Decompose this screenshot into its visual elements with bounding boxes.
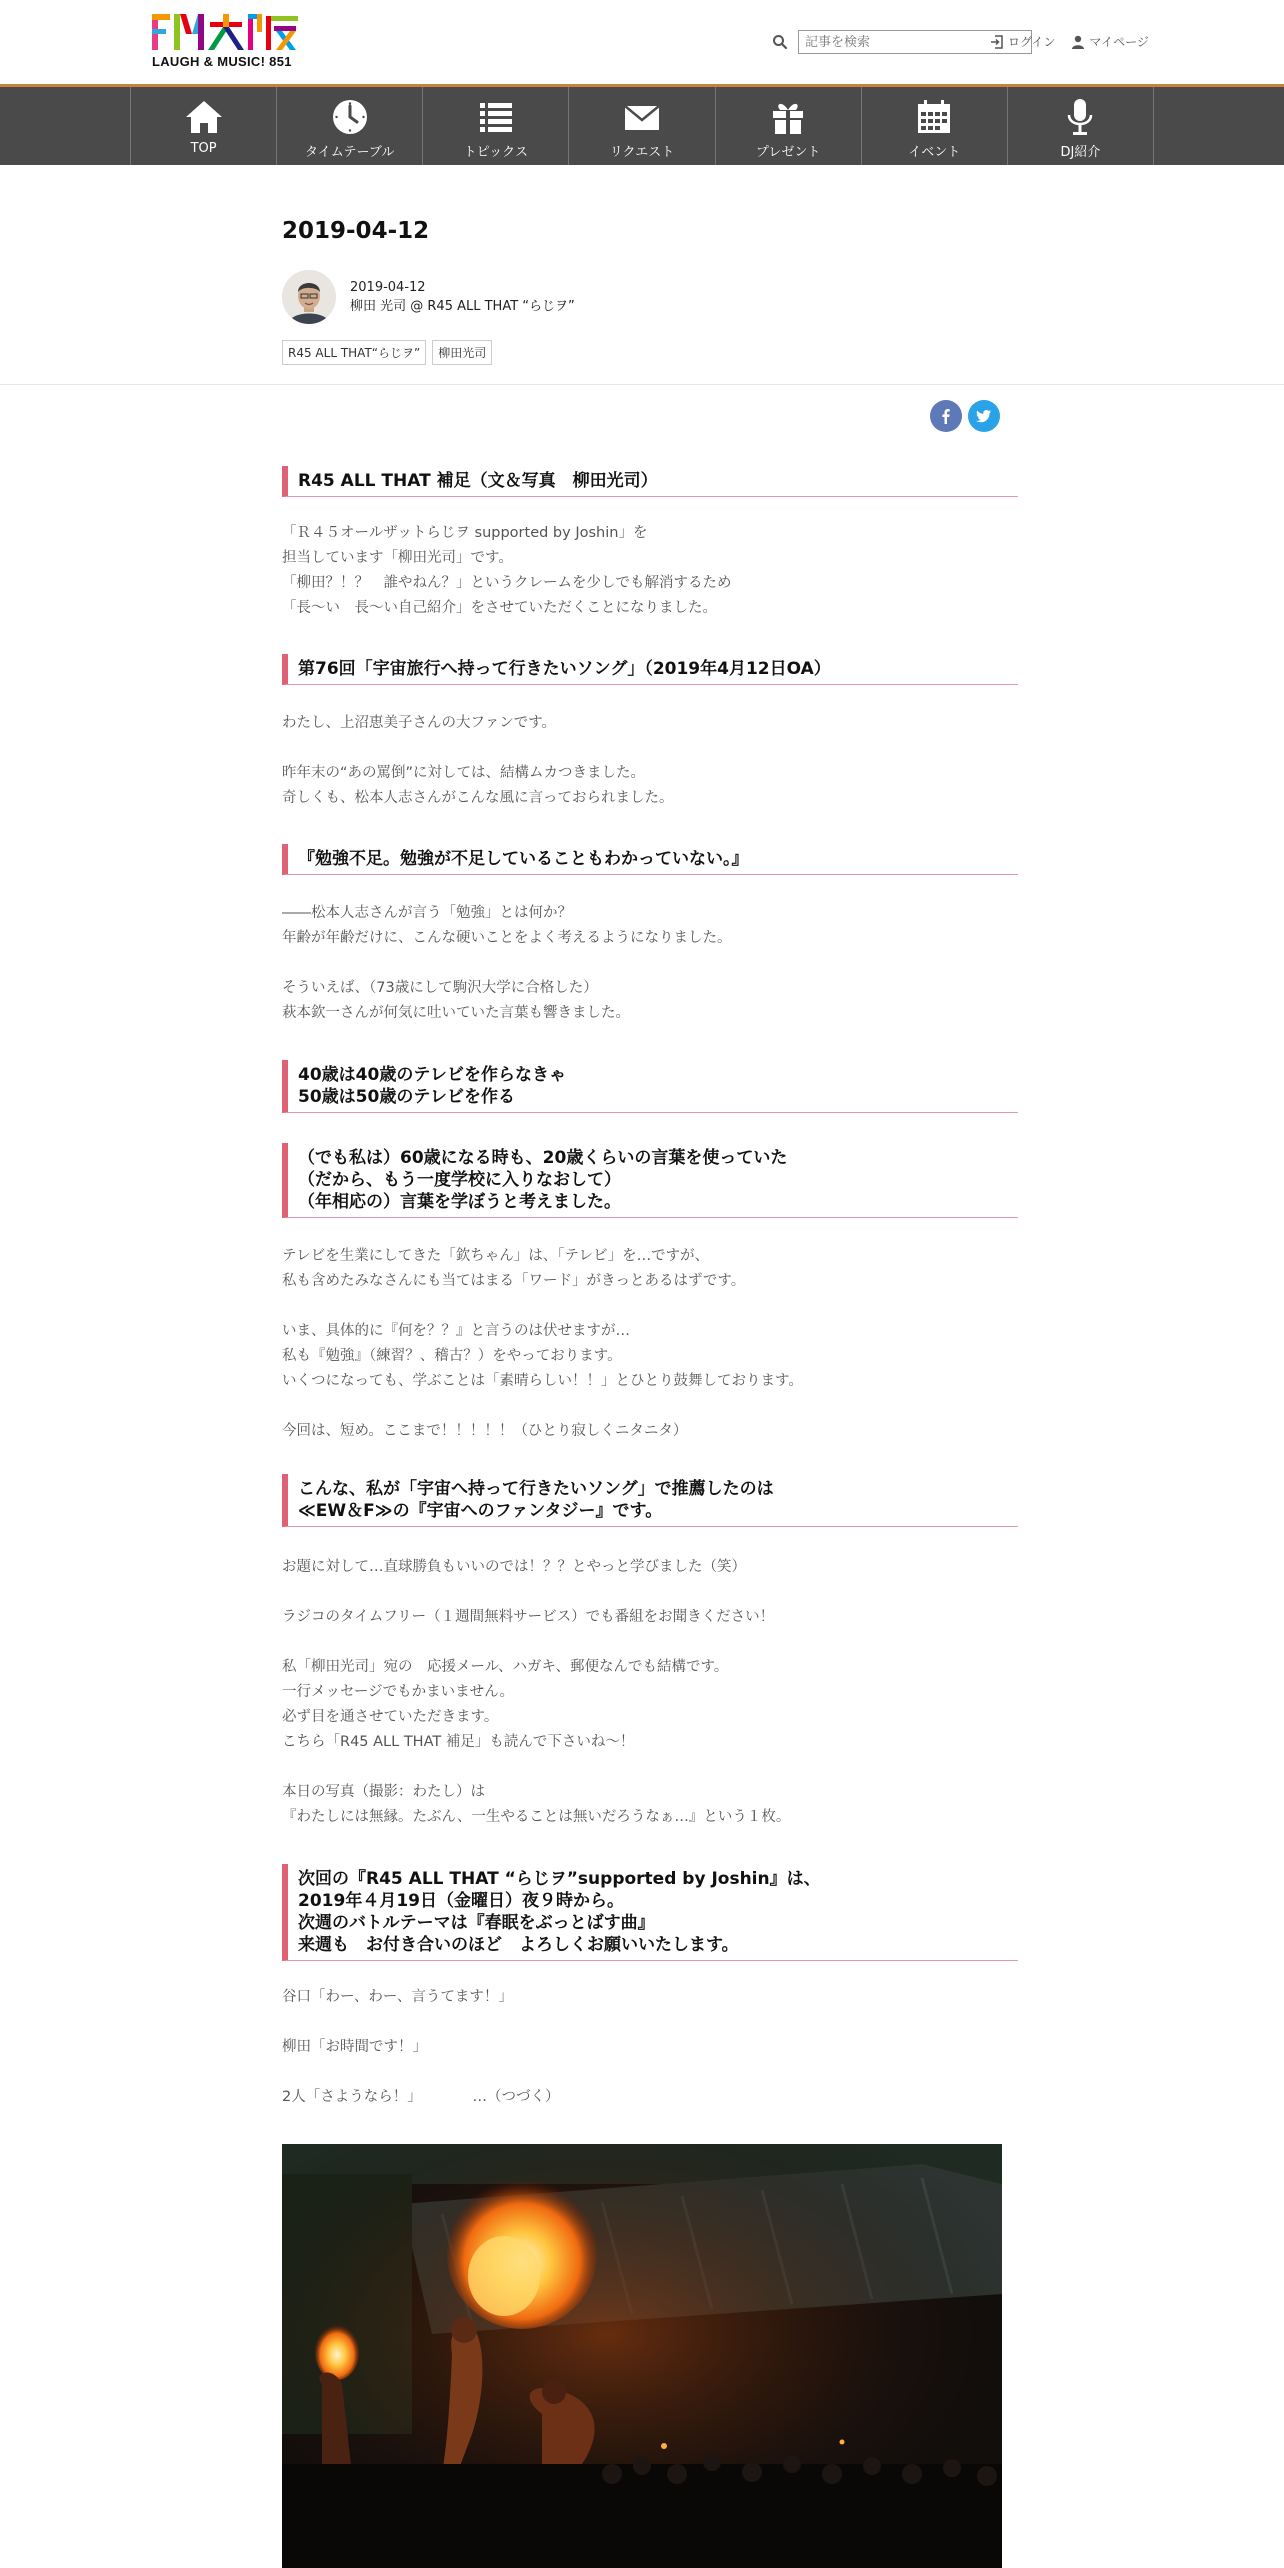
paragraph-fan: わたし、上沼恵美子さんの大ファンです。 <box>282 715 557 731</box>
author-meta <box>350 278 575 316</box>
fm-osaka-logo[interactable] <box>152 12 304 74</box>
paragraph-study: ――松本人志さんが言う「勉強」とは何か？ 年齢が年齢だけに、こんな硬いことをよく考えるようになりました。 <box>282 905 732 946</box>
heading-intro: R45 ALL THAT 補足（文＆写真 柳田光司） <box>282 466 1018 497</box>
heading-recommendation: こんな、私が「宇宙へ持って行きたいソング」で推薦したのは ≪EW＆F≫の『宇宙へのファンタジー』です。 <box>282 1474 1018 1527</box>
nav-label-event: イベント <box>908 145 961 160</box>
nav-label-timetable: タイムテーブル <box>305 145 395 160</box>
fire-breather-photo <box>282 2144 1002 2568</box>
header-divider <box>0 384 1284 385</box>
nav-label-present: プレゼント <box>755 145 821 160</box>
paragraph-taniguchi: 谷口「わー、わー、言うてます！」 <box>282 1989 513 2005</box>
logo-subtitle: LAUGH & MUSIC! 851 <box>152 54 292 69</box>
tag-list <box>282 340 1002 365</box>
paragraph-hagimoto: そういえば、（73歳にして駒沢大学に合格した） 萩本欽一さんが何気に吐いていた言葉も響きました。 <box>282 980 630 1021</box>
tag-author[interactable]: 柳田光司 <box>432 340 492 365</box>
nav-item-top[interactable] <box>130 87 276 165</box>
user-icon <box>1071 35 1085 49</box>
account-links <box>990 33 1149 50</box>
paragraph-direct: お題に対して…直球勝負もいいのでは！？？とやっと学びました（笑） <box>282 1559 746 1575</box>
post-byline[interactable]: 柳田 光司 @ R45 ALL THAT “らじヲ” <box>350 299 575 314</box>
clock-icon <box>330 97 370 137</box>
envelope-icon <box>622 97 662 137</box>
paragraph-intro: 「Ｒ４５オールザットらじヲ supported by Joshin」を 担当しています「柳田光司」です。 「柳田？！？ 誰やねん？」というクレームを少しでも解消するため 「長～い 長～い自己紹介」をさせていただくことになりました。 <box>282 525 732 616</box>
gift-icon <box>768 97 808 137</box>
microphone-icon <box>1060 97 1100 137</box>
paragraph-radiko: ラジコのタイムフリー（１週間無料サービス）でも番組をお聞きください！ <box>282 1609 775 1625</box>
post-title: 2019-04-12 <box>282 218 430 244</box>
paragraph-contact: 私「柳田光司」宛の 応援メール、ハガキ、郵便なんでも結構です。 一行メッセージでもかまいません。 必ず目を通させていただきます。 こちら「R45 ALL THAT 補足」も読んで下さいね～！ <box>282 1659 729 1750</box>
nav-label-topics: トピックス <box>463 145 529 160</box>
share-buttons <box>930 400 1000 432</box>
article-photo <box>282 2144 1002 2568</box>
heading-quote-study: 『勉強不足。勉強が不足していることもわかっていない。』 <box>282 844 1018 875</box>
logo-graphic <box>152 12 302 52</box>
site-header <box>0 0 1284 84</box>
nav-item-event[interactable] <box>861 87 1007 165</box>
author-photo <box>282 270 336 324</box>
paragraph-learning: いま、具体的に『何を？？』と言うのは伏せますが… 私も『勉強』（練習？、稽古？）をやっております。 いくつになっても、学ぶことは「素晴らしい！！」とひとり鼓舞しております。 <box>282 1323 803 1389</box>
login-icon <box>990 35 1004 49</box>
paragraph-yanagita: 柳田「お時間です！」 <box>282 2039 427 2055</box>
login-label: ログイン <box>1008 35 1056 49</box>
heading-episode: 第76回「宇宙旅行へ持って行きたいソング」（2019年4月12日OA） <box>282 654 1018 685</box>
heading-next-episode: 次回の『R45 ALL THAT “らじヲ”supported by Joshin』は、 2019年４月19日（金曜日）夜９時から。 次週のバトルテーマは『春眠をぶっとばす曲』 来週も お付き合いのほど よろしくお願いいたします。 <box>282 1864 1018 1961</box>
nav-item-timetable[interactable] <box>276 87 422 165</box>
nav-label-request: リクエスト <box>609 145 675 160</box>
avatar[interactable] <box>282 270 336 324</box>
logo-mark <box>152 12 304 52</box>
paragraph-photo-note: 本日の写真（撮影：わたし）は 『わたしには無縁。たぶん、一生やることは無いだろうなぁ…』という１枚。 <box>282 1784 791 1825</box>
login-link[interactable] <box>990 33 1055 50</box>
post-date: 2019-04-12 <box>350 280 426 295</box>
heading-quote-tv: 40歳は40歳のテレビを作らなきゃ 50歳は50歳のテレビを作る <box>282 1060 1018 1113</box>
facebook-icon <box>938 408 954 424</box>
paragraph-kin-chan: テレビを生業にしてきた「欽ちゃん」は、「テレビ」を…ですが、 私も含めたみなさんにも当てはまる「ワード」がきっとあるはずです。 <box>282 1248 746 1289</box>
tag-program[interactable]: R45 ALL THAT“らじヲ” <box>282 340 426 365</box>
global-nav <box>0 87 1284 165</box>
nav-item-present[interactable] <box>715 87 861 165</box>
search-icon[interactable] <box>772 34 788 50</box>
paragraph-goodbye: 2人「さようなら！」 …（つづく） <box>282 2089 560 2105</box>
mypage-link[interactable] <box>1071 33 1149 50</box>
calendar-icon <box>914 97 954 137</box>
paragraph-short: 今回は、短め。ここまで！！！！！（ひとり寂しくニタニタ） <box>282 1423 688 1439</box>
heading-quote-words: （でも私は）60歳になる時も、20歳くらいの言葉を使っていた （だから、もう一度学校に入りなおして） （年相応の）言葉を学ぼうと考えました。 <box>282 1143 1018 1218</box>
nav-item-request[interactable] <box>568 87 714 165</box>
facebook-share-button[interactable] <box>930 400 962 432</box>
nav-item-dj[interactable] <box>1007 87 1154 165</box>
list-icon <box>476 97 516 137</box>
nav-item-topics[interactable] <box>422 87 568 165</box>
nav-label-top: TOP <box>190 141 217 156</box>
home-icon <box>184 97 224 137</box>
author-block <box>282 268 1002 326</box>
twitter-share-button[interactable] <box>968 400 1000 432</box>
paragraph-matsumoto: 昨年末の“あの罵倒”に対しては、結構ムカつきました。 奇しくも、松本人志さんがこんな風に言っておられました。 <box>282 765 674 806</box>
twitter-icon <box>976 408 992 424</box>
mypage-label: マイページ <box>1089 35 1149 49</box>
nav-label-dj: DJ紹介 <box>1060 145 1101 160</box>
